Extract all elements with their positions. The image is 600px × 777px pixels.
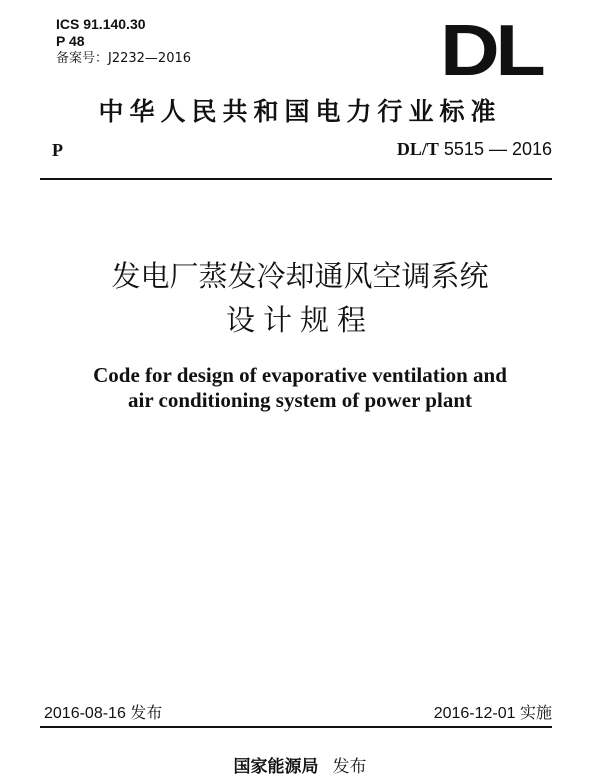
title-english bbox=[0, 363, 600, 413]
header-divider bbox=[40, 178, 552, 180]
implementation-date: 2016-12-01 实施 bbox=[433, 705, 552, 722]
class-letter: P bbox=[52, 140, 63, 160]
classification-code: P 48 bbox=[56, 33, 85, 49]
dl-logo: DL bbox=[440, 11, 542, 91]
title-english-line2: air conditioning system of power plant bbox=[128, 388, 472, 412]
standard-number-value: 5515 — 2016 bbox=[438, 139, 552, 159]
title-chinese-line2: 设计规程 bbox=[225, 303, 374, 337]
standard-number-prefix: DL/T bbox=[396, 139, 439, 159]
publisher-action: 发布 bbox=[332, 757, 367, 777]
standard-category: 中华人民共和国电力行业标准 bbox=[98, 97, 502, 126]
title-chinese-line1: 发电厂蒸发冷却通风空调系统 bbox=[111, 259, 489, 293]
issue-date: 2016-08-16 发布 bbox=[44, 705, 163, 722]
publisher bbox=[0, 752, 600, 777]
record-number: 备案号：J2232—2016 bbox=[56, 51, 192, 66]
footer-divider bbox=[40, 726, 552, 728]
standard-number bbox=[397, 139, 552, 160]
title-chinese bbox=[0, 254, 600, 342]
ics-code: ICS 91.140.30 bbox=[56, 16, 146, 32]
header-meta bbox=[56, 16, 191, 67]
publisher-name: 国家能源局 bbox=[233, 757, 319, 777]
title-english-line1: Code for design of evaporative ventilation and bbox=[93, 363, 507, 387]
